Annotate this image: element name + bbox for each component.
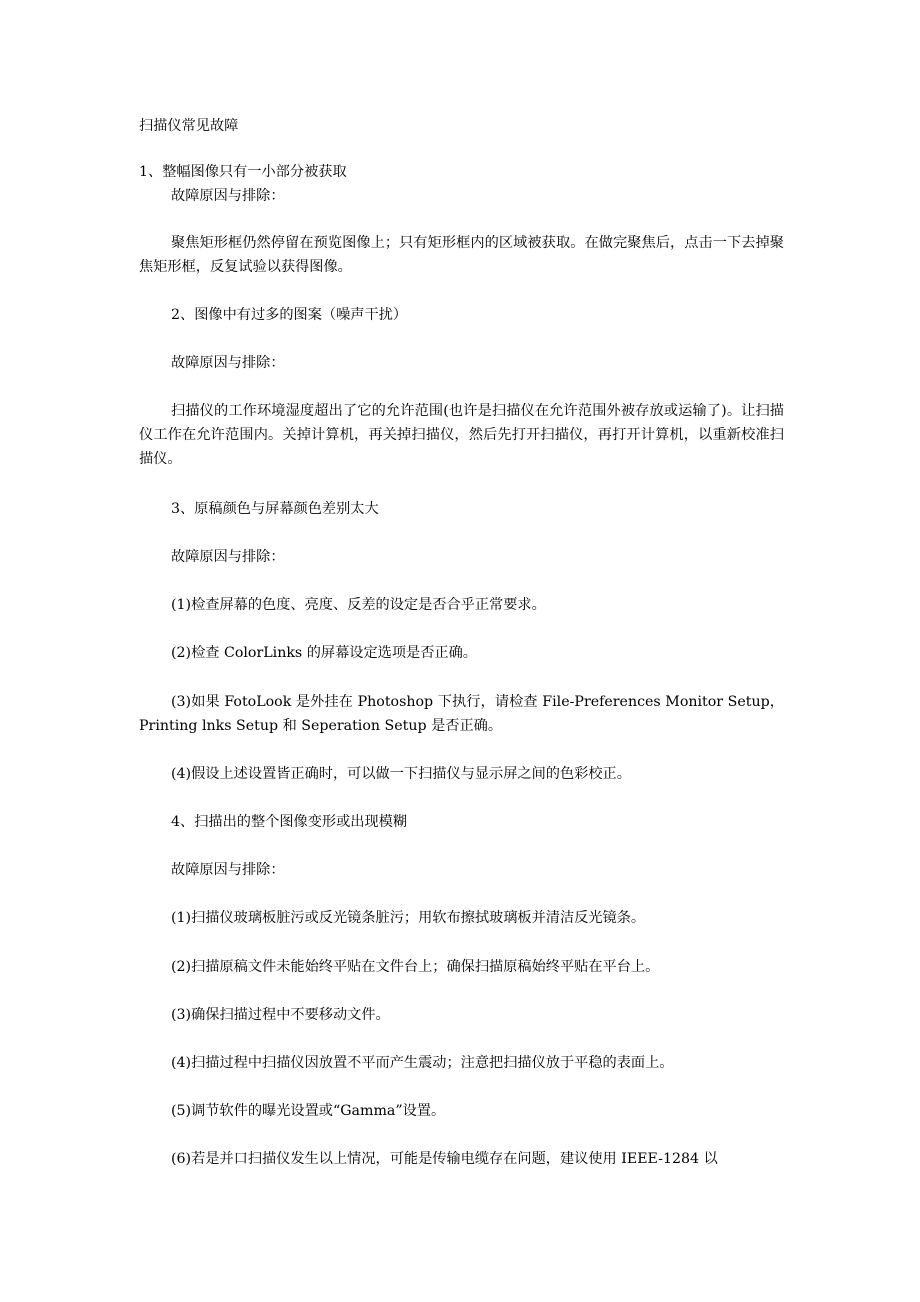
section-3-item-3: (3)如果 FotoLook 是外挂在 Photoshop 下执行，请检查 File-Preferences Monitor Setup，Printing lnks Setup 和 Seperation Setup 是否正确。 [139,694,784,734]
section-3-item-4: (4)假设上述设置皆正确时，可以做一下扫描仪与显示屏之间的色彩校正。 [171,766,631,782]
section-1-heading: 1、整幅图像只有一小部分被获取 [139,164,347,180]
section-1-cause-label: 故障原因与排除： [171,188,285,204]
section-4-item-5: (5)调节软件的曝光设置或“Gamma”设置。 [171,1103,446,1119]
section-4-item-1: (1)扫描仪玻璃板脏污或反光镜条脏污；用软布擦拭玻璃板并清洁反光镜条。 [171,910,646,926]
section-3-cause-label: 故障原因与排除： [171,549,285,565]
section-3-heading: 3、原稿颜色与屏幕颜色差别太大 [171,501,379,517]
section-4-item-4: (4)扫描过程中扫描仪因放置不平而产生震动；注意把扫描仪放于平稳的表面上。 [171,1055,674,1071]
document-title: 扫描仪常见故障 [139,118,239,134]
section-4-item-2: (2)扫描原稿文件未能始终平贴在文件台上；确保扫描原稿始终平贴在平台上。 [171,959,660,975]
section-1-body: 聚焦矩形框仍然停留在预览图像上；只有矩形框内的区域被获取。在做完聚焦后，点击一下去掉聚焦矩形框，反复试验以获得图像。 [139,235,784,275]
section-2-body: 扫描仪的工作环境湿度超出了它的允许范围(也许是扫描仪在允许范围外被存放或运输了)。让扫描仪工作在允许范围内。关掉计算机，再关掉扫描仪，然后先打开扫描仪，再打开计算机，以重新校准扫描仪。 [139,403,784,467]
section-3-item-2: (2)检查 ColorLinks 的屏幕设定选项是否正确。 [171,645,477,661]
section-4-item-3: (3)确保扫描过程中不要移动文件。 [171,1007,390,1023]
section-4-heading: 4、扫描出的整个图像变形或出现模糊 [171,814,408,830]
section-4-item-6: (6)若是并口扫描仪发生以上情况，可能是传输电缆存在问题，建议使用 IEEE-1284 以 [171,1151,718,1167]
section-2-heading: 2、图像中有过多的图案（噪声干扰） [171,307,408,323]
section-2-cause-label: 故障原因与排除： [171,355,285,371]
section-4-cause-label: 故障原因与排除： [171,862,285,878]
section-3-item-1: (1)检查屏幕的色度、亮度、反差的设定是否合乎正常要求。 [171,597,546,613]
